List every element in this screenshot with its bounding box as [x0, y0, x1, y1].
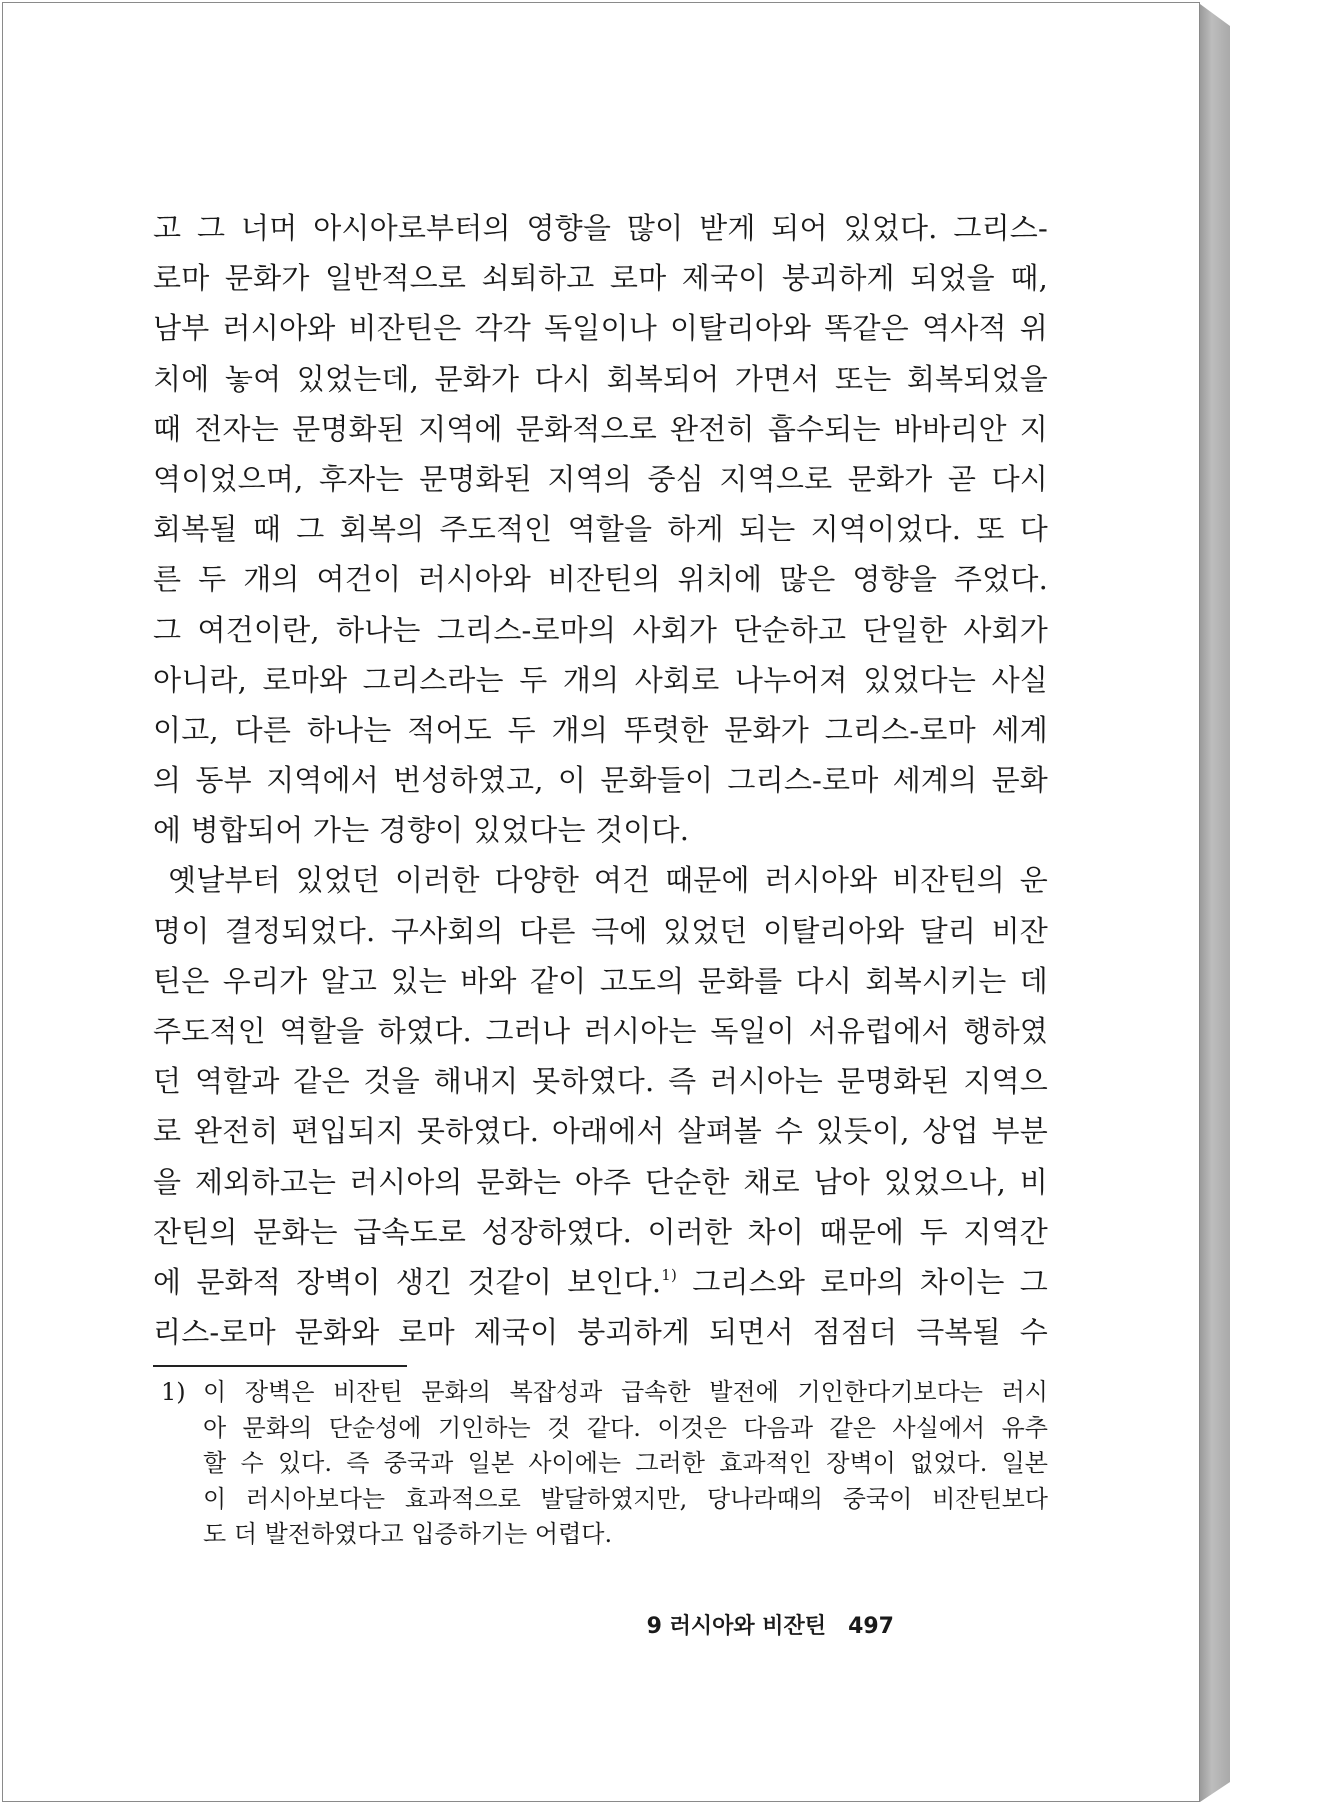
body-line: 이고, 다른 하나는 적어도 두 개의 뚜렷한 문화가 그리스-로마 세계	[153, 712, 1048, 747]
body-line: 명이 결정되었다. 구사회의 다른 극에 있었던 이탈리아와 달리 비잔	[153, 913, 1048, 948]
body-line: 회복될 때 그 회복의 주도적인 역할을 하게 되는 지역이었다. 또 다	[153, 512, 1048, 547]
body-line: 을 제외하고는 러시아의 문화는 아주 단순한 채로 남아 있었으나, 비	[153, 1164, 1048, 1199]
page-number: 497	[848, 1614, 894, 1639]
footnote-line: 이 러시아보다는 효과적으로 발달하였지만, 당나라때의 중국이 비잔틴보다	[203, 1484, 1048, 1513]
body-line: 의 동부 지역에서 번성하였고, 이 문화들이 그리스-로마 세계의 문화	[153, 763, 1048, 798]
body-line: 잔틴의 문화는 급속도로 성장하였다. 이러한 차이 때문에 두 지역간	[153, 1214, 1048, 1249]
footnote-line: 할 수 있다. 즉 중국과 일본 사이에는 그러한 효과적인 장벽이 없었다. 일본	[203, 1449, 1048, 1477]
body-text	[153, 203, 1048, 1357]
footnote-reference: 1)	[661, 1265, 678, 1284]
body-line: 역이었으며, 후자는 문명화된 지역의 중심 지역으로 문화가 곧 다시	[153, 461, 1048, 496]
body-line: 던 역할과 같은 것을 해내지 못하였다. 즉 러시아는 문명화된 지역으	[153, 1064, 1048, 1099]
footnote-line: 아 문화의 단순성에 기인하는 것 같다. 이것은 다음과 같은 사실에서 유추	[203, 1413, 1048, 1442]
body-line: 리스-로마 문화와 로마 제국이 붕괴하게 되면서 점점더 극복될 수	[153, 1315, 1048, 1350]
page-spine-edge	[1200, 4, 1230, 1802]
body-line: 른 두 개의 여건이 러시아와 비잔틴의 위치에 많은 영향을 주었다.	[153, 562, 1048, 597]
footnote	[161, 1375, 1048, 1553]
footnote-line: 도 더 발전하였다고 입증하기는 어렵다.	[203, 1520, 613, 1548]
paragraph-start-line: 옛날부터 있었던 이러한 다양한 여건 때문에 러시아와 비잔틴의 운	[168, 863, 1048, 898]
body-line: 로 완전히 편입되지 못하였다. 아래에서 살펴볼 수 있듯이, 상업 부분	[153, 1114, 1048, 1149]
body-line: 주도적인 역할을 하였다. 그러나 러시아는 독일이 서유럽에서 행하였	[153, 1014, 1048, 1048]
footnote-text: 이 장벽은 비잔틴 문화의 복잡성과 급속한 발전에 기인한다기보다는 러시	[203, 1378, 1048, 1406]
footnote-divider	[153, 1365, 407, 1367]
footnote-number: 1)	[161, 1378, 186, 1406]
body-line-with-footnote-ref	[153, 1257, 1048, 1307]
body-line: 치에 놓여 있었는데, 문화가 다시 회복되어 가면서 또는 회복되었을	[153, 361, 1048, 396]
body-line: 남부 러시아와 비잔틴은 각각 독일이나 이탈리아와 똑같은 역사적 위	[153, 311, 1048, 346]
book-page	[2, 2, 1200, 1802]
footnote-line	[161, 1375, 1048, 1411]
running-footer	[647, 1609, 894, 1640]
body-line: 아니라, 로마와 그리스라는 두 개의 사회로 나누어져 있었다는 사실	[153, 662, 1048, 697]
paragraph-end-line: 에 병합되어 가는 경향이 있었다는 것이다.	[153, 813, 690, 848]
body-line: 로마 문화가 일반적으로 쇠퇴하고 로마 제국이 붕괴하게 되었을 때,	[153, 261, 1048, 296]
chapter-title: 9 러시아와 비잔틴	[646, 1614, 827, 1639]
body-line: 틴은 우리가 알고 있는 바와 같이 고도의 문화를 다시 회복시키는 데	[153, 963, 1048, 998]
body-line: 그 여건이란, 하나는 그리스-로마의 사회가 단순하고 단일한 사회가	[153, 612, 1048, 647]
body-line: 때 전자는 문명화된 지역에 문화적으로 완전히 흡수되는 바바리안 지	[153, 411, 1048, 446]
body-line-part: 그리스와 로마의 차이는 그	[677, 1264, 1048, 1299]
body-line-part: 에 문화적 장벽이 생긴 것같이 보인다.	[153, 1264, 662, 1299]
body-line: 고 그 너머 아시아로부터의 영향을 많이 받게 되어 있었다. 그리스-	[153, 211, 1048, 245]
